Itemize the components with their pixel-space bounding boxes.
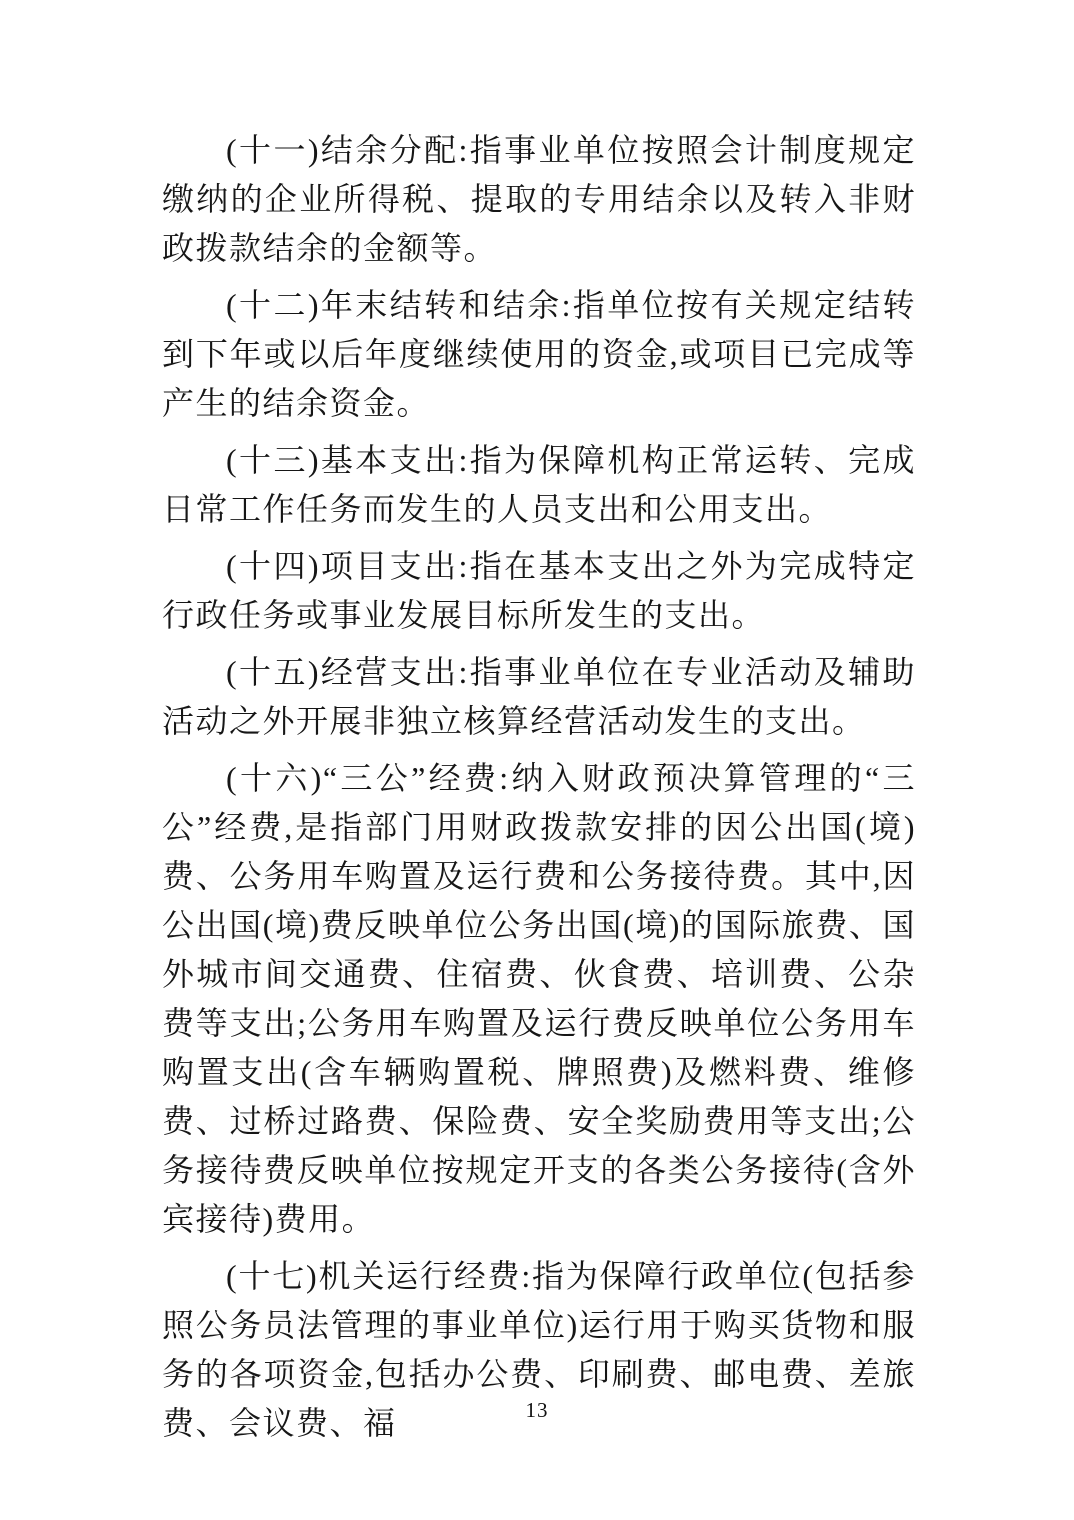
- paragraph-term-12-year-end-carryover: (十二)年末结转和结余:指单位按有关规定结转到下年或以后年度继续使用的资金,或项目已完成等产生的结余资金。: [162, 287, 916, 421]
- paragraph-term-13-basic-expenditure: (十三)基本支出:指为保障机构正常运转、完成日常工作任务而发生的人员支出和公用支出。: [162, 442, 916, 527]
- paragraph-term-16-three-public-funds: (十六)“三公”经费:纳入财政预决算管理的“三公”经费,是指部门用财政拨款安排的因公出国(境)费、公务用车购置及运行费和公务接待费。其中,因公出国(境)费反映单位公务出国(境)的国际旅费、国外城市间交通费、住宿费、伙食费、培训费、公杂费等支出;公务用车购置及运行费反映单位公务用车购置支出(含车辆购置税、牌照费)及燃料费、维修费、过桥过路费、保险费、安全奖励费用等支出;公务接待费反映单位按规定开支的各类公务接待(含外宾接待)费用。: [162, 760, 916, 1237]
- document-body: [162, 126, 916, 1456]
- paragraph-term-11-surplus-distribution: (十一)结余分配:指事业单位按照会计制度规定缴纳的企业所得税、提取的专用结余以及转入非财政拨款结余的金额等。: [162, 132, 916, 266]
- paragraph-term-14-project-expenditure: (十四)项目支出:指在基本支出之外为完成特定行政任务或事业发展目标所发生的支出。: [162, 548, 916, 633]
- paragraph-term-17-agency-operating-funds: (十七)机关运行经费:指为保障行政单位(包括参照公务员法管理的事业单位)运行用于购买货物和服务的各项资金,包括办公费、印刷费、邮电费、差旅费、会议费、福: [162, 1258, 916, 1441]
- page-footer: [0, 1398, 1074, 1423]
- paragraph-term-15-operating-expenditure: (十五)经营支出:指事业单位在专业活动及辅助活动之外开展非独立核算经营活动发生的支出。: [162, 654, 916, 739]
- page-number: 13: [525, 1398, 549, 1422]
